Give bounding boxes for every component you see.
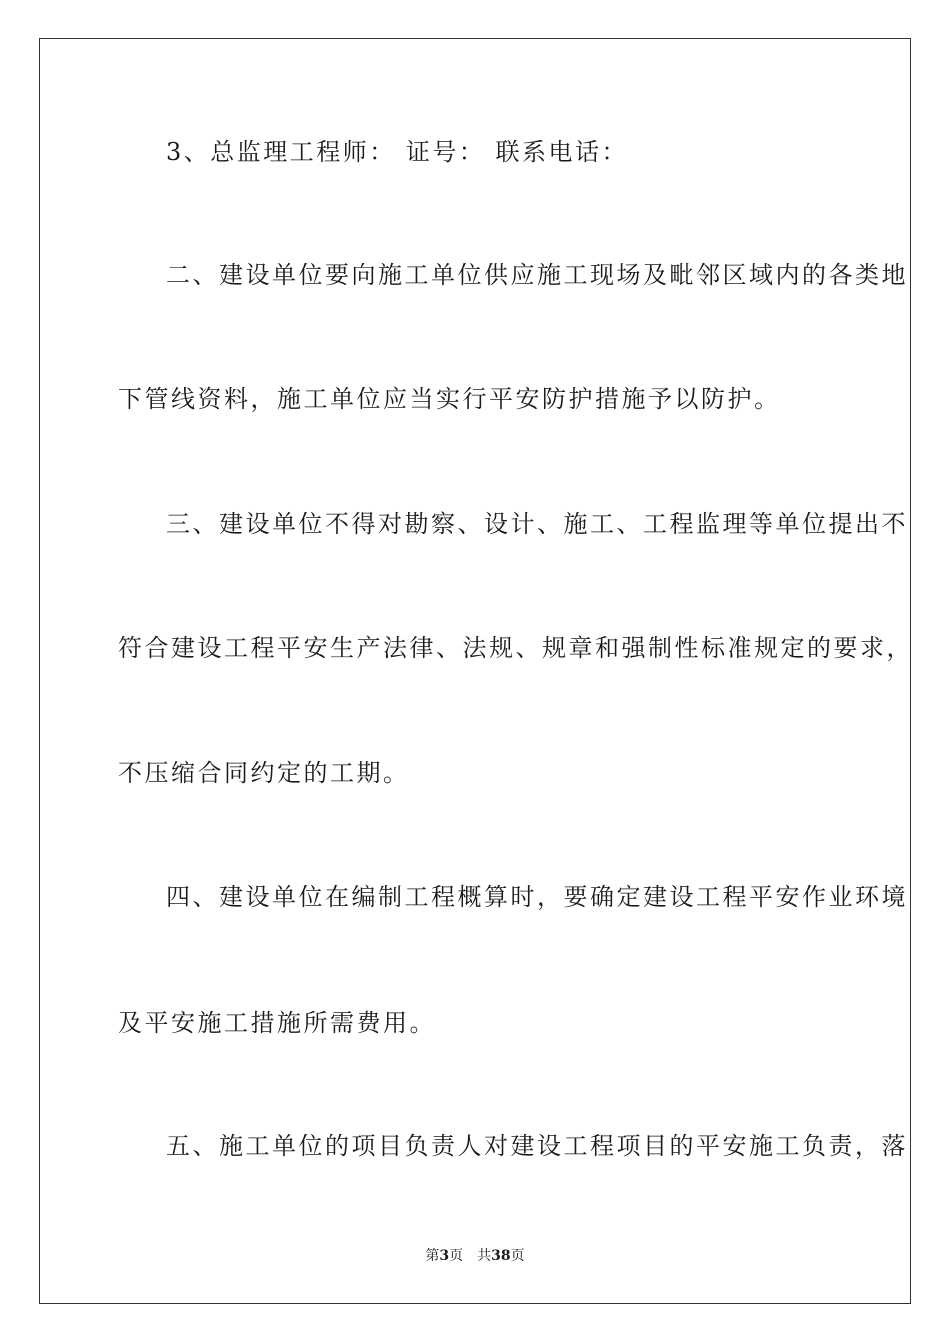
text-line-6: 不压缩合同约定的工期。 — [118, 759, 410, 787]
text-line-5: 符合建设工程平安生产法律、法规、规章和强制性标准规定的要求， — [118, 634, 913, 662]
total-prefix: 共 — [477, 1248, 492, 1264]
text-line-3: 下管线资料，施工单位应当实行平安防护措施予以防护。 — [118, 385, 781, 413]
page-footer — [0, 1246, 950, 1266]
text-line-2: 二、建设单位要向施工单位供应施工现场及毗邻区域内的各类地 — [166, 261, 908, 289]
total-pages: 38 — [491, 1248, 511, 1264]
text-line-1: 3、总监理工程师： 证号： 联系电话： — [166, 138, 629, 166]
total-suffix: 页 — [510, 1248, 525, 1264]
page-border — [39, 38, 911, 1304]
text-line-4: 三、建设单位不得对勘察、设计、施工、工程监理等单位提出不 — [166, 510, 908, 538]
page-suffix: 页 — [449, 1248, 464, 1264]
text-line-9: 五、施工单位的项目负责人对建设工程项目的平安施工负责，落 — [166, 1132, 908, 1160]
page-prefix: 第 — [425, 1248, 440, 1264]
text-line-8: 及平安施工措施所需费用。 — [118, 1009, 436, 1037]
text-line-7: 四、建设单位在编制工程概算时，要确定建设工程平安作业环境 — [166, 883, 908, 911]
page-number: 3 — [439, 1248, 450, 1264]
